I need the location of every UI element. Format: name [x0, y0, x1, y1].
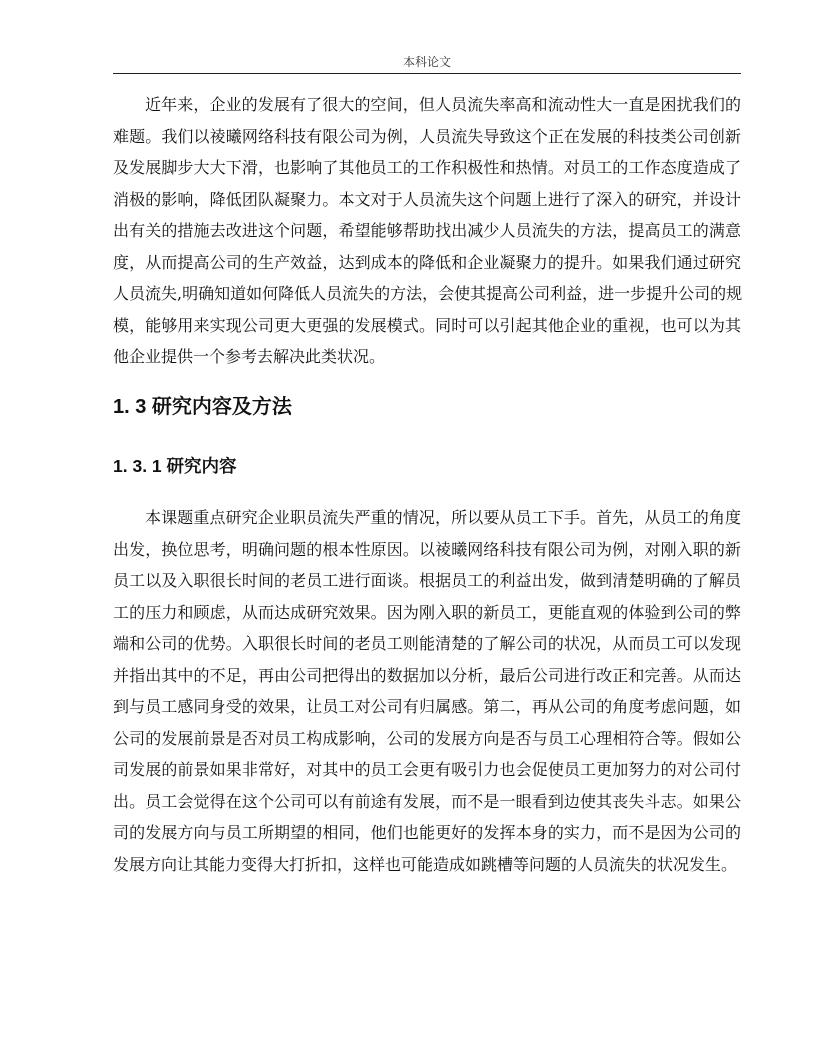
paragraph-line: 公司的发展前景是否对员工构成影响，公司的发展方向是否与员工心理相符合等。假如公: [113, 728, 741, 748]
paragraph-line: 本课题重点研究企业职员流失严重的情况，所以要从员工下手。首先，从员工的角度: [145, 508, 741, 527]
paragraph-line: 他企业提供一个参考去解决此类状况。: [113, 347, 386, 366]
paragraph-line: 度，从而提高公司的生产效益，达到成本的降低和企业凝聚力的提升。如果我们通过研究: [113, 252, 741, 272]
paragraph-line: 出发，换位思考，明确问题的根本性原因。以祾曦网络科技有限公司为例，对刚入职的新: [113, 539, 741, 559]
paragraph-line: 端和公司的优势。入职很长时间的老员工则能清楚的了解公司的状况，从而员工可以发现: [113, 634, 741, 653]
paragraph-line: 模，能够用来实现公司更大更强的发展模式。同时可以引起其他企业的重视，也可以为其: [113, 315, 741, 335]
paragraph-line: 难题。我们以祾曦网络科技有限公司为例，人员流失导致这个正在发展的科技类公司创新: [113, 126, 741, 146]
paragraph-line: 员工以及入职很长时间的老员工进行面谈。根据员工的利益出发，做到清楚明确的了解员: [113, 571, 741, 590]
running-header: 本科论文: [402, 55, 451, 69]
body-paragraph-1: [113, 89, 741, 373]
paragraph-line: 消极的影响，降低团队凝聚力。本文对于人员流失这个问题上进行了深入的研究，并设计: [113, 189, 741, 209]
paragraph-line: 发展方向让其能力变得大打折扣，这样也可能造成如跳槽等问题的人员流失的状况发生。: [113, 854, 738, 874]
paragraph-line: 司的发展方向与员工所期望的相同，他们也能更好的发挥本身的实力，而不是因为公司的: [113, 823, 741, 842]
paragraph-line: 及发展脚步大大下滑，也影响了其他员工的工作积极性和热情。对员工的工作态度造成了: [113, 158, 741, 177]
section-heading: 1. 3 研究内容及方法: [113, 396, 292, 418]
paragraph-line: 工的压力和顾虑，从而达成研究效果。因为刚入职的新员工，更能直观的体验到公司的弊: [113, 602, 741, 622]
paragraph-line: 司发展的前景如果非常好，对其中的员工会更有吸引力也会促使员工更加努力的对公司付: [113, 760, 741, 779]
paragraph-line: 并指出其中的不足，再由公司把得出的数据加以分析，最后公司进行改正和完善。从而达: [113, 665, 741, 685]
paragraph-line: 出。员工会觉得在这个公司可以有前途有发展，而不是一眼看到边使其丧失斗志。如果公: [113, 791, 741, 811]
paragraph-line: 到与员工感同身受的效果，让员工对公司有归属感。第二，再从公司的角度考虑问题，如: [113, 697, 741, 716]
paragraph-line: 出有关的措施去改进这个问题，希望能够帮助找出减少人员流失的方法，提高员工的满意: [113, 221, 741, 240]
subsection-heading: 1. 3. 1 研究内容: [113, 456, 237, 476]
paragraph-line: 人员流失,明确知道如何降低人员流失的方法，会使其提高公司利益，进一步提升公司的规: [113, 284, 743, 303]
paragraph-line: 近年来，企业的发展有了很大的空间，但人员流失率高和流动性大一直是困扰我们的: [145, 95, 741, 114]
header-divider: [113, 73, 741, 74]
body-paragraph-2: [113, 502, 741, 880]
